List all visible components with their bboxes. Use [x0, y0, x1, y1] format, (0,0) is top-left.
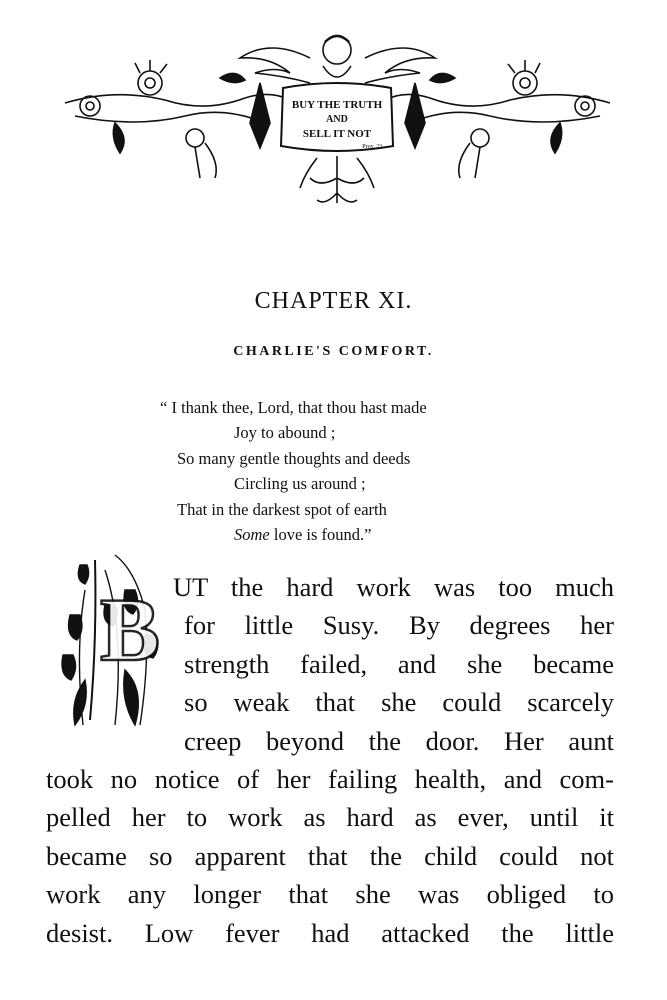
banner-line-2: AND: [326, 114, 348, 125]
body-line: desist. Low fever had attacked the little: [46, 917, 614, 948]
epigraph-poem: [160, 395, 560, 547]
body-line: for little Susy. By degrees her: [184, 610, 614, 641]
body-line: creep beyond the door. Her aunt: [184, 725, 614, 756]
body-line: took no notice of her failing health, and com-: [46, 763, 614, 794]
body-line: UT the hard work was too much: [173, 572, 614, 602]
poem-line: [160, 522, 560, 547]
body-line: strength failed, and she became: [184, 648, 614, 679]
poem-line: So many gentle thoughts and deeds: [177, 448, 411, 468]
body-line: work any longer that she was obliged to: [46, 879, 614, 910]
chapter-title: CHAPTER XI.: [254, 288, 413, 314]
dropcap-letter: B: [100, 581, 161, 680]
poem-line: “ I thank thee, Lord, that thou hast made: [160, 398, 427, 417]
body-text: [46, 568, 614, 952]
chapter-subtitle: CHARLIE'S COMFORT.: [233, 344, 434, 359]
poem-line-rest: love is found.”: [273, 525, 372, 545]
body-line: became so apparent that the child could not: [46, 840, 614, 871]
poem-line: Joy to abound ;: [234, 423, 336, 443]
header-ornament: [55, 28, 620, 218]
body-line: so weak that she could scarcely: [184, 687, 614, 718]
poem-line: Circling us around ;: [234, 474, 366, 494]
poem-italic-word: Some: [234, 525, 270, 545]
banner-line-3: SELL IT NOT: [302, 128, 372, 140]
banner-reference: Prov. 23.: [362, 144, 384, 150]
banner-line-1: BUY THE TRUTH: [291, 99, 383, 111]
body-line: pelled her to work as hard as ever, until it: [46, 802, 614, 833]
poem-line: That in the darkest spot of earth: [177, 499, 387, 519]
